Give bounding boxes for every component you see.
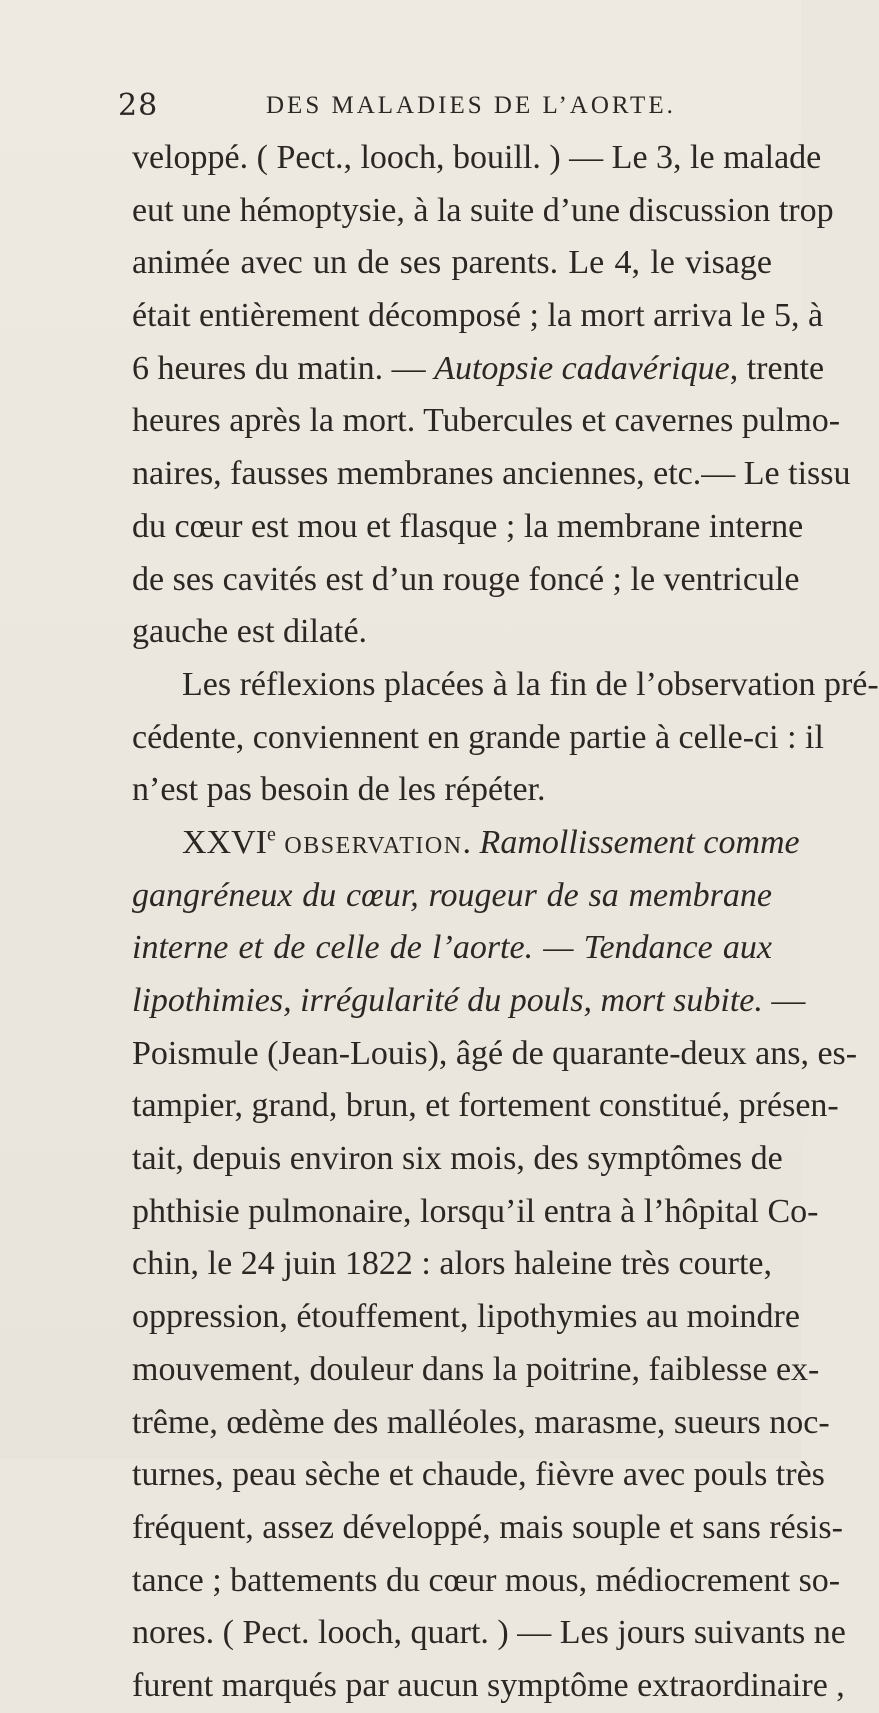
text-line: gauche est dilaté.	[132, 613, 368, 651]
italic-heading: Autopsie cadavérique	[434, 349, 730, 387]
text-line: était entièrement décomposé ; la mort arriva le 5, à	[132, 297, 824, 335]
text-line: chin, le 24 juin 1822 : alors haleine très courte,	[132, 1245, 772, 1283]
observation-heading: XXVIe observation. Ramollissement comme	[182, 823, 800, 861]
text-line: eut une hémoptysie, à la suite d’une discussion trop	[132, 191, 834, 229]
text-line: mouvement, douleur dans la poitrine, faiblesse ex-	[132, 1350, 820, 1388]
text-line: tampier, grand, brun, et fortement constitué, présen-	[132, 1087, 839, 1125]
text-line: heures après la mort. Tubercules et cavernes pulmo-	[132, 402, 841, 440]
text-line: Les réflexions placées à la fin de l’observation pré-	[182, 665, 879, 703]
text-line: du cœur est mou et flasque ; la membrane interne	[132, 507, 804, 545]
text-line: cédente, conviennent en grande partie à celle-ci : il	[132, 718, 824, 756]
page-number: 28	[118, 88, 159, 123]
text-line: gangréneux du cœur, rougeur de sa membrane	[132, 876, 772, 914]
text-line: nores. ( Pect. looch, quart. ) — Les jours suivants ne	[132, 1614, 846, 1652]
text-line: animée avec un de ses parents. Le 4, le visage	[132, 244, 772, 282]
text-line: naires, fausses membranes anciennes, etc.— Le tissu	[132, 455, 851, 493]
body-text	[132, 132, 879, 1713]
text-line: n’est pas besoin de les répéter.	[132, 771, 546, 809]
page-header	[118, 88, 758, 128]
text-line: veloppé. ( Pect., looch, bouill. ) — Le 3, le malade	[132, 139, 822, 176]
text-line: tait, depuis environ six mois, des symptômes de	[132, 1140, 783, 1178]
text-line: turnes, peau sèche et chaude, fièvre avec pouls très	[132, 1456, 825, 1494]
text-line: Poismule (Jean-Louis), âgé de quarante-deux ans, es-	[132, 1034, 858, 1072]
text-line: de ses cavités est d’un rouge foncé ; le ventricule	[132, 560, 800, 598]
text-line: tance ; battements du cœur mous, médiocrement so-	[132, 1561, 841, 1599]
text-line: furent marqués par aucun symptôme extraordinaire ,	[132, 1666, 845, 1704]
text-line: 6 heures du matin. — Autopsie cadavérique, trente	[132, 349, 825, 387]
text-line: trême, œdème des malléoles, marasme, sueurs noc-	[132, 1403, 830, 1441]
text-line: lipothimies, irrégularité du pouls, mort subite. —	[132, 982, 806, 1019]
text-line: fréquent, assez développé, mais souple et sans résis-	[132, 1508, 843, 1546]
text-line: interne et de celle de l’aorte. — Tendance aux	[132, 929, 772, 967]
text-line: oppression, étouffement, lipothymies au moindre	[132, 1298, 800, 1336]
text-line: phthisie pulmonaire, lorsqu’il entra à l’hôpital Co-	[132, 1192, 819, 1230]
running-head: DES MALADIES DE L’AORTE.	[266, 92, 676, 119]
